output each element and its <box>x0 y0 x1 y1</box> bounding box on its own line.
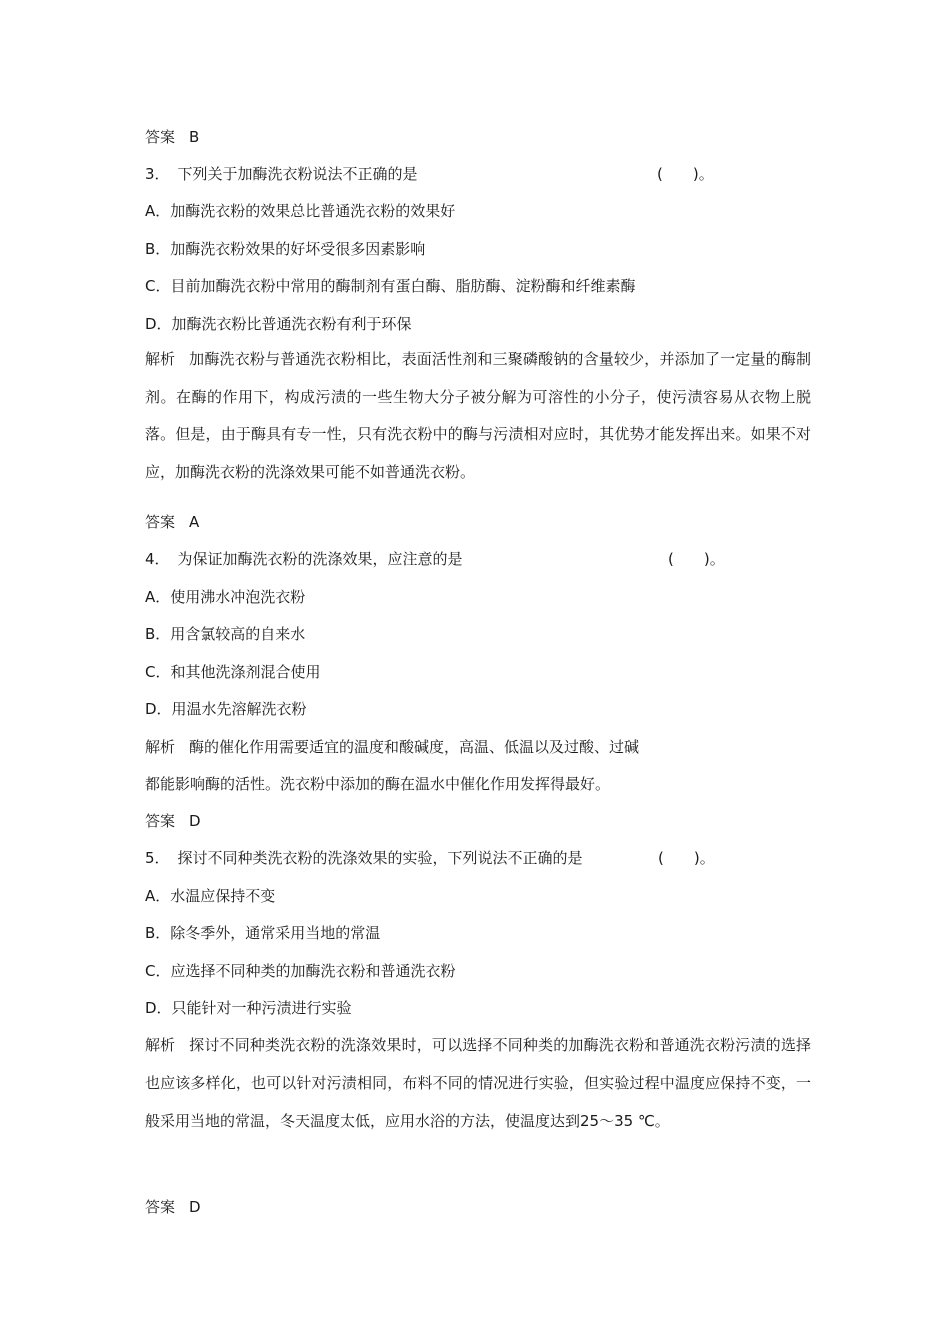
answer-value: D <box>189 812 201 830</box>
option-d: D．加酶洗衣粉比普通洗衣粉有利于环保 <box>145 315 412 333</box>
answer-line <box>145 127 199 147</box>
answer-blank: ( )。 <box>668 550 725 568</box>
option-a: A．使用沸水冲泡洗衣粉 <box>145 588 306 606</box>
option-b: B．用含氯较高的自来水 <box>145 625 306 643</box>
answer-value: D <box>189 1198 201 1216</box>
analysis-label: 解析 <box>145 350 176 368</box>
question-number: 3． <box>145 165 170 183</box>
option-c: C．目前加酶洗衣粉中常用的酶制剂有蛋白酶、脂肪酶、淀粉酶和纤维素酶 <box>145 277 636 295</box>
option-b: B．加酶洗衣粉效果的好坏受很多因素影响 <box>145 240 426 258</box>
answer-blank: ( )。 <box>658 849 715 867</box>
analysis-paragraph <box>145 341 811 491</box>
analysis-line <box>145 737 639 757</box>
analysis-label: 解析 <box>145 1036 176 1054</box>
analysis-text: 酶的催化作用需要适宜的温度和酸碱度，高温、低温以及过酸、过碱 <box>189 738 640 756</box>
option-c: C．和其他洗涤剂混合使用 <box>145 663 321 681</box>
question-text: 为保证加酶洗衣粉的洗涤效果，应注意的是 <box>177 550 463 568</box>
question-stem <box>145 848 583 868</box>
answer-blank: ( )。 <box>657 165 714 183</box>
answer-line <box>145 1197 201 1217</box>
answer-value: B <box>189 128 200 146</box>
option-d: D．只能针对一种污渍进行实验 <box>145 999 352 1017</box>
analysis-line-continued: 都能影响酶的活性。洗衣粉中添加的酶在温水中催化作用发挥得最好。 <box>145 775 611 793</box>
answer-label: 答案 <box>145 812 176 830</box>
question-number: 4． <box>145 550 170 568</box>
question-number: 5． <box>145 849 170 867</box>
question-text: 探讨不同种类洗衣粉的洗涤效果的实验，下列说法不正确的是 <box>177 849 583 867</box>
option-d: D．用温水先溶解洗衣粉 <box>145 700 307 718</box>
question-stem <box>145 549 463 569</box>
question-text: 下列关于加酶洗衣粉说法不正确的是 <box>177 165 418 183</box>
answer-label: 答案 <box>145 513 176 531</box>
analysis-paragraph <box>145 1026 811 1140</box>
question-stem <box>145 164 418 184</box>
analysis-text: 加酶洗衣粉与普通洗衣粉相比，表面活性剂和三聚磷酸钠的含量较少，并添加了一定量的酶制剂。在酶的作用下，构成污渍的一些生物大分子被分解为可溶性的小分子，使污渍容易从衣物上脱落。但是，由于酶具有专一性，只有洗衣粉中的酶与污渍相对应时，其优势才能发挥出来。如果不对应，加酶洗衣粉的洗涤效果可能不如普通洗衣粉。 <box>145 350 811 481</box>
option-c: C．应选择不同种类的加酶洗衣粉和普通洗衣粉 <box>145 962 456 980</box>
answer-label: 答案 <box>145 128 176 146</box>
answer-line <box>145 512 199 532</box>
analysis-label: 解析 <box>145 738 176 756</box>
option-a: A．加酶洗衣粉的效果总比普通洗衣粉的效果好 <box>145 202 456 220</box>
answer-line <box>145 811 201 831</box>
analysis-text: 探讨不同种类洗衣粉的洗涤效果时，可以选择不同种类的加酶洗衣粉和普通洗衣粉污渍的选择也应该多样化，也可以针对污渍相同，布料不同的情况进行实验，但实验过程中温度应保持不变，一般采用当地的常温，冬天温度太低，应用水浴的方法，使温度达到25～35 ℃。 <box>145 1036 811 1130</box>
option-a: A．水温应保持不变 <box>145 887 276 905</box>
option-b: B．除冬季外，通常采用当地的常温 <box>145 924 381 942</box>
answer-label: 答案 <box>145 1198 176 1216</box>
answer-value: A <box>189 513 200 531</box>
